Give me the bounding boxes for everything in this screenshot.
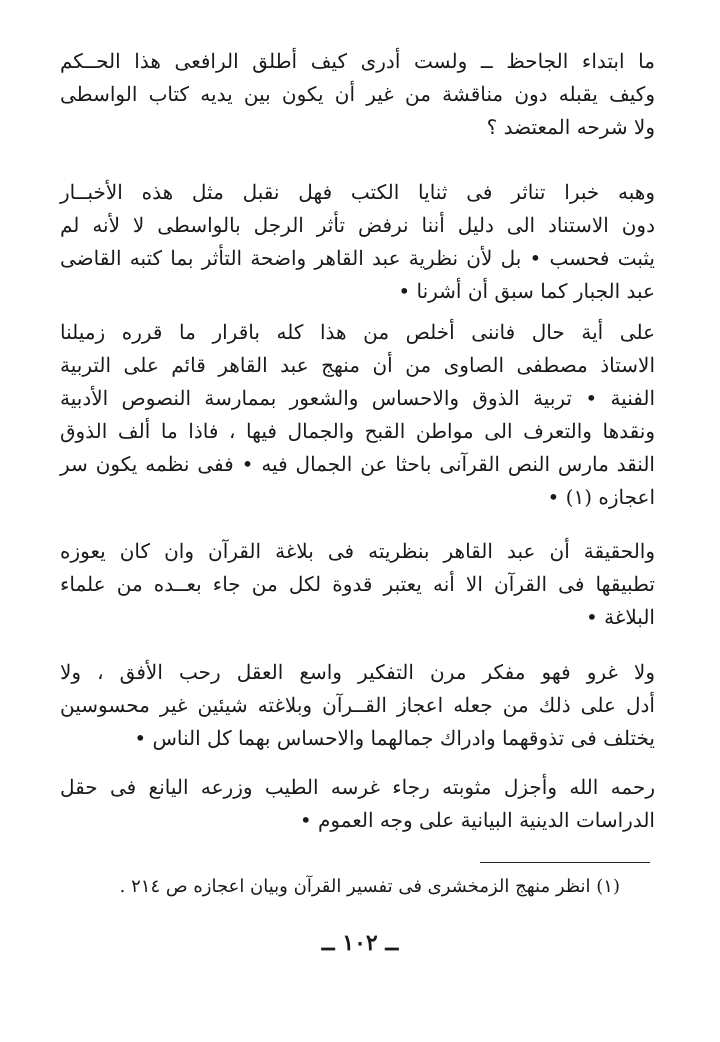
text-line: وهبه خبرا تناثر فى ثنايا الكتب فهل نقبل مثل هذه الأخبــار: [60, 180, 655, 204]
text-line: النقد مارس النص القرآنى باحثا عن الجمال فيه • ففى نظمه يكون سر: [60, 452, 655, 476]
footnote-separator: [480, 862, 650, 863]
paragraph-3: [60, 316, 655, 514]
text-line: على أية حال فاننى أخلص من هذا كله باقرار ما قرره زميلنا: [60, 320, 655, 344]
text-line: تطبيقها فى القرآن الا أنه يعتبر قدوة لكل من جاء بعــده من علماء: [60, 572, 655, 596]
footnote: (١) انظر منهج الزمخشرى فى تفسير القرآن وبيان اعجازه ص ٢١٤ .: [119, 876, 620, 897]
text-line: الدراسات الدينية البيانية على وجه العموم •: [299, 808, 655, 832]
text-line: رحمه الله وأجزل مثوبته رجاء غرسه الطيب وزرعه اليانع فى حقل: [60, 775, 655, 799]
text-line: ونقدها والتعرف الى مواطن القبح والجمال فيها ، فاذا ما ألف الذوق: [60, 419, 655, 443]
paragraph-5: [60, 656, 655, 755]
paragraph-4: [60, 535, 655, 634]
text-line: الاستاذ مصطفى الصاوى من أن منهج عبد القاهر قائم على التربية: [60, 353, 655, 377]
text-line: ولا غرو فهو مفكر مرن التفكير واسع العقل رحب الأفق ، ولا: [60, 660, 655, 684]
text-line: والحقيقة أن عبد القاهر بنظريته فى بلاغة القرآن وان كان يعوزه: [60, 539, 655, 563]
text-line: أدل على ذلك من جعله اعجاز القــرآن وبلاغته شيئين غير محسوسين: [60, 693, 655, 717]
text-line: اعجازه (١) •: [547, 485, 655, 509]
text-line: وكيف يقبله دون مناقشة من غير أن يكون بين يديه كتاب الواسطى: [60, 82, 655, 106]
text-line: الفنية • تربية الذوق والاحساس والشعور بممارسة النصوص الأدبية: [60, 386, 655, 410]
page-number: ــ ١٠٢ ــ: [321, 930, 399, 956]
paragraph-2: [60, 176, 655, 308]
text-line: ولا شرحه المعتضد ؟: [486, 115, 655, 139]
text-line: دون الاستناد الى دليل أننا نرفض تأثر الرجل بالواسطى لا لأنه لم: [60, 213, 655, 237]
text-line: ما ابتداء الجاحظ ــ ولست أدرى كيف أطلق الرافعى هذا الحــكم: [60, 49, 655, 73]
text-line: البلاغة •: [586, 605, 655, 629]
text-line: يثبت فحسب • بل لأن نظرية عبد القاهر واضحة التأثر بما كتبه القاضى: [60, 246, 655, 270]
text-line: يختلف فى تذوقهما وادراك جمالهما والاحساس بهما كل الناس •: [134, 726, 655, 750]
paragraph-6: [60, 771, 655, 837]
paragraph-1: [60, 45, 655, 144]
text-line: عبد الجبار كما سبق أن أشرنا •: [398, 279, 655, 303]
